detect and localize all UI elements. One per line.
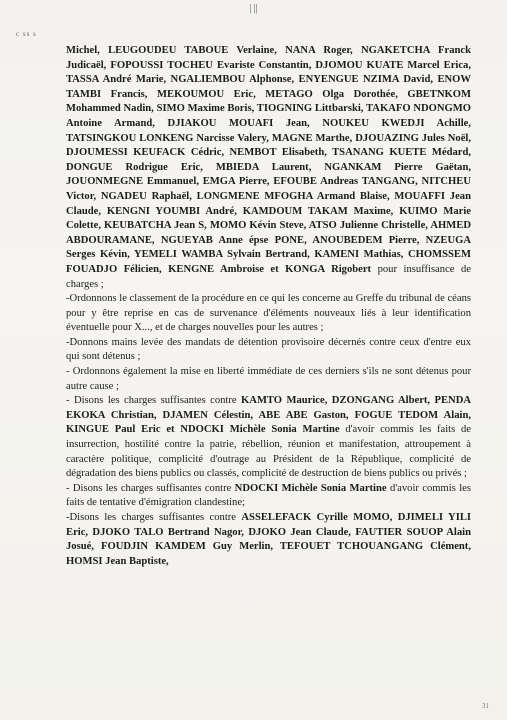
charges-intro-1: - Disons les charges suffisantes contre [66, 395, 242, 407]
charges-intro-3: -Disons les charges suffisantes contre [66, 512, 242, 523]
order-classement: -Ordonnons le classement de la procédure en ce qui les concerne au Greffe du tribunal de céans pour y être reprise en cas de survenance d'éléments nouveaux liés à leur identification éventuelle pour X..., et de charges nouvelles pour les autres ; [66, 293, 471, 334]
order-mainlevee: -Donnons mains levée des mandats de détention provisoire décernés contre ceux d'entre eux qui sont détenus ; [66, 336, 471, 363]
charges-intro-2: - Disons les charges suffisantes contre [66, 482, 235, 494]
charges-names-2: NDOCKI Michèle Sonia Martine [234, 482, 387, 494]
charges-names-3: ASSELEFACK Cyrille MOMO, DJIMELI YILI Eric, DJOKO TALO Bertrand Nagor, DJOKO Jean Claude, FAUTIER SOUOP Alain Josué, FOUDJIN KAMDEM Guy Merlin, TEFOUET TCHOUANGANG Clément, HOMSI Jean Baptiste, [66, 512, 472, 567]
charges-rest-1: d'avoir commis les faits de insurrection, hostilité contre la patrie, rébellion, réunion et manifestation, attroupement à caractère politique, complicité d'outrage au Président de la République, complicité de dégradation des biens publics ou classés, complicité de destruction de biens publics ou privés ; [66, 424, 471, 480]
charges-paragraph-3 [66, 511, 471, 569]
names-paragraph-tail: pour insuffisance de charges ; [66, 263, 471, 290]
accused-names: Michel, LEUGOUDEU TABOUE Verlaine, NANA Roger, NGAKETCHA Franck Judicaël, FOPOUSSI TOCHEU Evariste Constantin, DJOMOU KUATE Marcel Erica, TASSA André Marie, NGALIEMBOU Alphonse, ENYENGUE NZIMA David, ENOW TAMBI Francis, MEKOUMOU Eric, METAGO Olga Dorothée, GBETNKOM Mohammed Nadin, SIMO Maxime Boris, TIOGNING Littbarski, TAKAFO NDONGMO Antoine Armand, DJIAKOU MOUAFI Jean, NOUKEU KWEDJI Achille, TATSINGKOU LONKENG Narcisse Valery, MAGNE Marthe, DJOUAZING Jules Noël, DJOUMESSI KEUFACK Cédric, NEMBOT Elisabeth, TSANANG KUETE Médard, DONGUE Rodrigue Eric, MBIEDA Laurent, NGANKAM Pierre Gaëtan, JOUONMEGNE Emmanuel, EMGA Pierre, EFOUBE Andreas TANGANG, NITCHEU Victor, NGADEU Raphaël, LONGMENE MFOGHA Armand Blaise, MOUAFFI Jean Claude, KENGNI YOUMBI André, KAMDOUM TAKAM Maxime, KUIMO Marie Colette, KEUBATCHA Jean S, MOMO Kévin Steve, ATSO Julienne Christelle, AHMED ABDOURAMANE, NGUEYAB Anne épse PONE, ANOUBEDEM Pierre, NZEUGA Serges Kévin, YEMELI WAMBA Sylvain Bertrand, KAMENI Mathias, CHOMSSEM FOUADJO Félicien, KENGNE Ambroise et KONGA Rigobert [66, 45, 471, 275]
order-liberte: - Ordonnons également la mise en liberté immédiate de ces derniers s'ils ne sont détenus pour autre cause ; [66, 366, 471, 392]
charges-paragraph-2 [66, 482, 471, 511]
charges-names-1: KAMTO Maurice, DZONGANG Albert, PENDA EKOKA Christian, DJAMEN Célestin, ABE ABE Gaston, FOGUE TEDOM Alain, KINGUE Paul Eric et NDOCKI Michèle Sonia Martine [66, 395, 472, 436]
document-body [66, 44, 471, 569]
charges-paragraph-1 [66, 394, 471, 482]
names-paragraph [66, 44, 471, 292]
charges-rest-2: d'avoir commis les faits de tentative d'émigration clandestine; [66, 482, 471, 509]
top-page-mark: | || [249, 3, 258, 14]
page-number: 31 [482, 702, 489, 710]
corner-marks: c ss s [16, 30, 37, 38]
